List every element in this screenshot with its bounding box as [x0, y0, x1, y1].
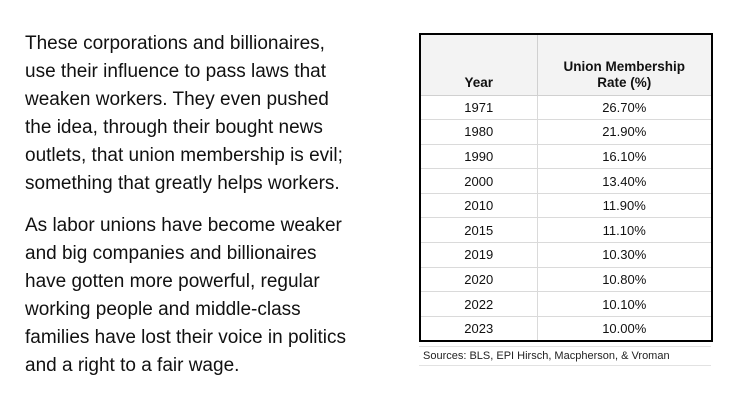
- table-row: [420, 292, 712, 317]
- header-year: Year: [420, 34, 537, 95]
- cell-year: 2023: [420, 316, 537, 341]
- table-header-row: [420, 34, 712, 95]
- sources-note: Sources: BLS, EPI Hirsch, Macpherson, & Vroman: [423, 349, 670, 362]
- header-membership-rate: Union Membership Rate (%): [537, 34, 712, 95]
- cell-year: 2022: [420, 292, 537, 317]
- table-row: [420, 95, 712, 120]
- cell-year: 2010: [420, 193, 537, 218]
- cell-year: 2020: [420, 267, 537, 292]
- cell-year: 2000: [420, 169, 537, 194]
- cell-rate: 13.40%: [537, 169, 712, 194]
- cell-year: 1990: [420, 144, 537, 169]
- union-membership-table-container: [419, 33, 713, 366]
- cell-rate: 10.00%: [602, 320, 647, 336]
- cell-year: 1980: [420, 120, 537, 145]
- table-row: [420, 169, 712, 194]
- cell-rate: 10.30%: [537, 243, 712, 268]
- cell-rate: 11.90%: [537, 193, 712, 218]
- cell-rate: 21.90%: [537, 120, 712, 145]
- table-row: [420, 267, 712, 292]
- cell-rate: 10.80%: [537, 267, 712, 292]
- paragraph-labor-unions: As labor unions have become weaker and big companies and billionaires have gotten more powerful, regular working people and middle-class families have lost their voice in politics and a right to a fair wage.: [25, 215, 347, 376]
- table-row: [420, 316, 712, 341]
- cell-year: 1971: [420, 95, 537, 120]
- cell-year: 2015: [420, 218, 537, 243]
- paragraph-corporations: These corporations and billionaires, use their influence to pass laws that weaken workers. They even pushed the idea, through their bought news outlets, that union membership is evil; something that greatly helps workers.: [25, 33, 343, 194]
- table-row: [420, 243, 712, 268]
- table-row: [420, 120, 712, 145]
- body-text: [25, 30, 405, 380]
- table-row: [420, 193, 712, 218]
- table-row: [420, 218, 712, 243]
- cell-rate: 11.10%: [537, 218, 712, 243]
- cell-rate: 26.70%: [537, 95, 712, 120]
- sources-footer: [419, 346, 711, 366]
- union-membership-table: [419, 33, 713, 342]
- cell-year: 2019: [420, 243, 537, 268]
- table-row: [420, 144, 712, 169]
- cell-rate: 10.10%: [537, 292, 712, 317]
- cell-rate: 16.10%: [537, 144, 712, 169]
